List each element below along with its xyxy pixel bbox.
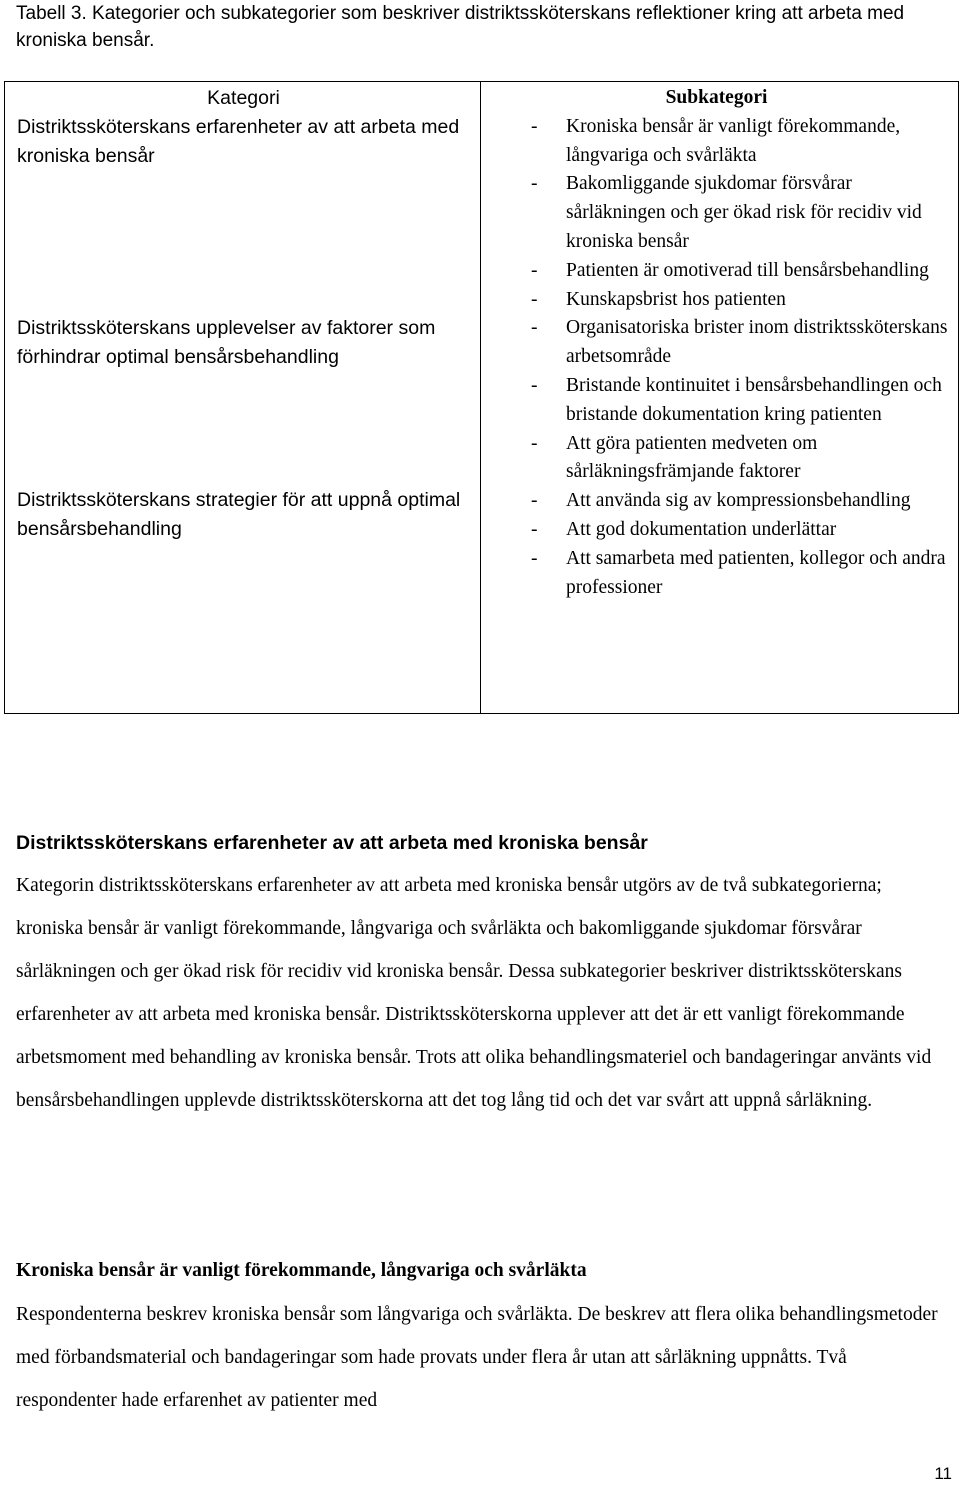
list-item <box>481 113 952 171</box>
list-item <box>481 372 952 430</box>
table-caption: Tabell 3. Kategorier och subkategorier som beskriver distriktssköterskans reflektioner kring att arbeta med kroniska bensår. <box>16 3 905 51</box>
category-item: Distriktssköterskans erfarenheter av att arbeta med kroniska bensår <box>17 115 460 167</box>
subcategory-text: Att god dokumentation underlättar <box>566 518 837 540</box>
list-dash: - <box>531 547 538 569</box>
list-dash: - <box>531 490 538 512</box>
subcategory-header: Subkategori <box>665 87 768 108</box>
subcategory-column <box>481 82 959 714</box>
subcategory-text: Patienten är omotiverad till bensårsbehandling <box>566 259 929 281</box>
list-dash: - <box>531 374 538 396</box>
category-header: Kategori <box>207 87 280 109</box>
section-heading: Distriktssköterskans erfarenheter av att arbeta med kroniska bensår <box>16 832 648 854</box>
subcategory-text: Att göra patienten medveten om sårläkningsfrämjande faktorer <box>566 432 818 483</box>
list-item <box>481 286 952 315</box>
category-item: Distriktssköterskans strategier för att uppnå optimal bensårsbehandling <box>17 488 461 540</box>
list-item <box>481 170 952 256</box>
subcategory-text: Organisatoriska brister inom distriktssköterskans arbetsområde <box>566 317 948 368</box>
category-column <box>5 82 481 714</box>
list-item <box>481 516 952 545</box>
section-paragraph: Kategorin distriktssköterskans erfarenheter av att arbeta med kroniska bensår utgörs av de två subkategorierna; kroniska bensår är vanligt förekommande, långvariga och svårläkta och bakomliggande sjukdomar försvårar sårläkningen och ger ökad risk för recidiv vid kroniska bensår. Dessa subkategorier beskriver distriktssköterskans erfarenheter av att arbeta med kroniska bensår. Distriktssköterskorna upplever att det är ett vanligt förekommande arbetsmoment med behandling av kroniska bensår. Trots att olika behandlingsmateriel och bandageringar använts vid bensårsbehandlingen upplevde distriktssköterskorna att det tog lång tid och det var svårt att uppnå sårläkning. <box>16 875 932 1111</box>
subcategory-text: Att samarbeta med patienten, kollegor och andra professioner <box>566 547 946 598</box>
subcategory-text: Bakomliggande sjukdomar försvårar sårläkningen och ger ökad risk för recidiv vid kroniska bensår <box>566 173 922 252</box>
subsection-heading: Kroniska bensår är vanligt förekommande, långvariga och svårläkta <box>16 1260 587 1281</box>
category-item: Distriktssköterskans upplevelser av faktorer som förhindrar optimal bensårsbehandling <box>17 316 436 368</box>
list-dash: - <box>531 432 538 454</box>
list-item <box>481 314 952 372</box>
list-dash: - <box>531 259 538 281</box>
list-item <box>481 487 952 516</box>
list-dash: - <box>531 173 538 195</box>
list-item <box>481 545 952 603</box>
list-item <box>481 257 952 286</box>
subcategory-text: Kroniska bensår är vanligt förekommande, långvariga och svårläkta <box>566 115 901 166</box>
category-table <box>4 81 959 714</box>
subcategory-text: Kunskapsbrist hos patienten <box>566 288 786 310</box>
list-dash: - <box>531 115 538 137</box>
list-dash: - <box>531 518 538 540</box>
subsection-paragraph: Respondenterna beskrev kroniska bensår som långvariga och svårläkta. De beskrev att flera olika behandlingsmetoder med förbandsmaterial och bandageringar som hade provats under flera år utan att sårläkning uppnåtts. Två respondenter hade erfarenhet av patienter med <box>16 1304 938 1411</box>
subcategory-list <box>481 113 952 603</box>
list-item <box>481 430 952 488</box>
page-number: 11 <box>934 1464 952 1483</box>
list-dash: - <box>531 317 538 339</box>
list-dash: - <box>531 288 538 310</box>
subcategory-text: Bristande kontinuitet i bensårsbehandlingen och bristande dokumentation kring patienten <box>566 374 942 425</box>
subcategory-text: Att använda sig av kompressionsbehandling <box>566 490 911 512</box>
table-row <box>5 82 959 714</box>
